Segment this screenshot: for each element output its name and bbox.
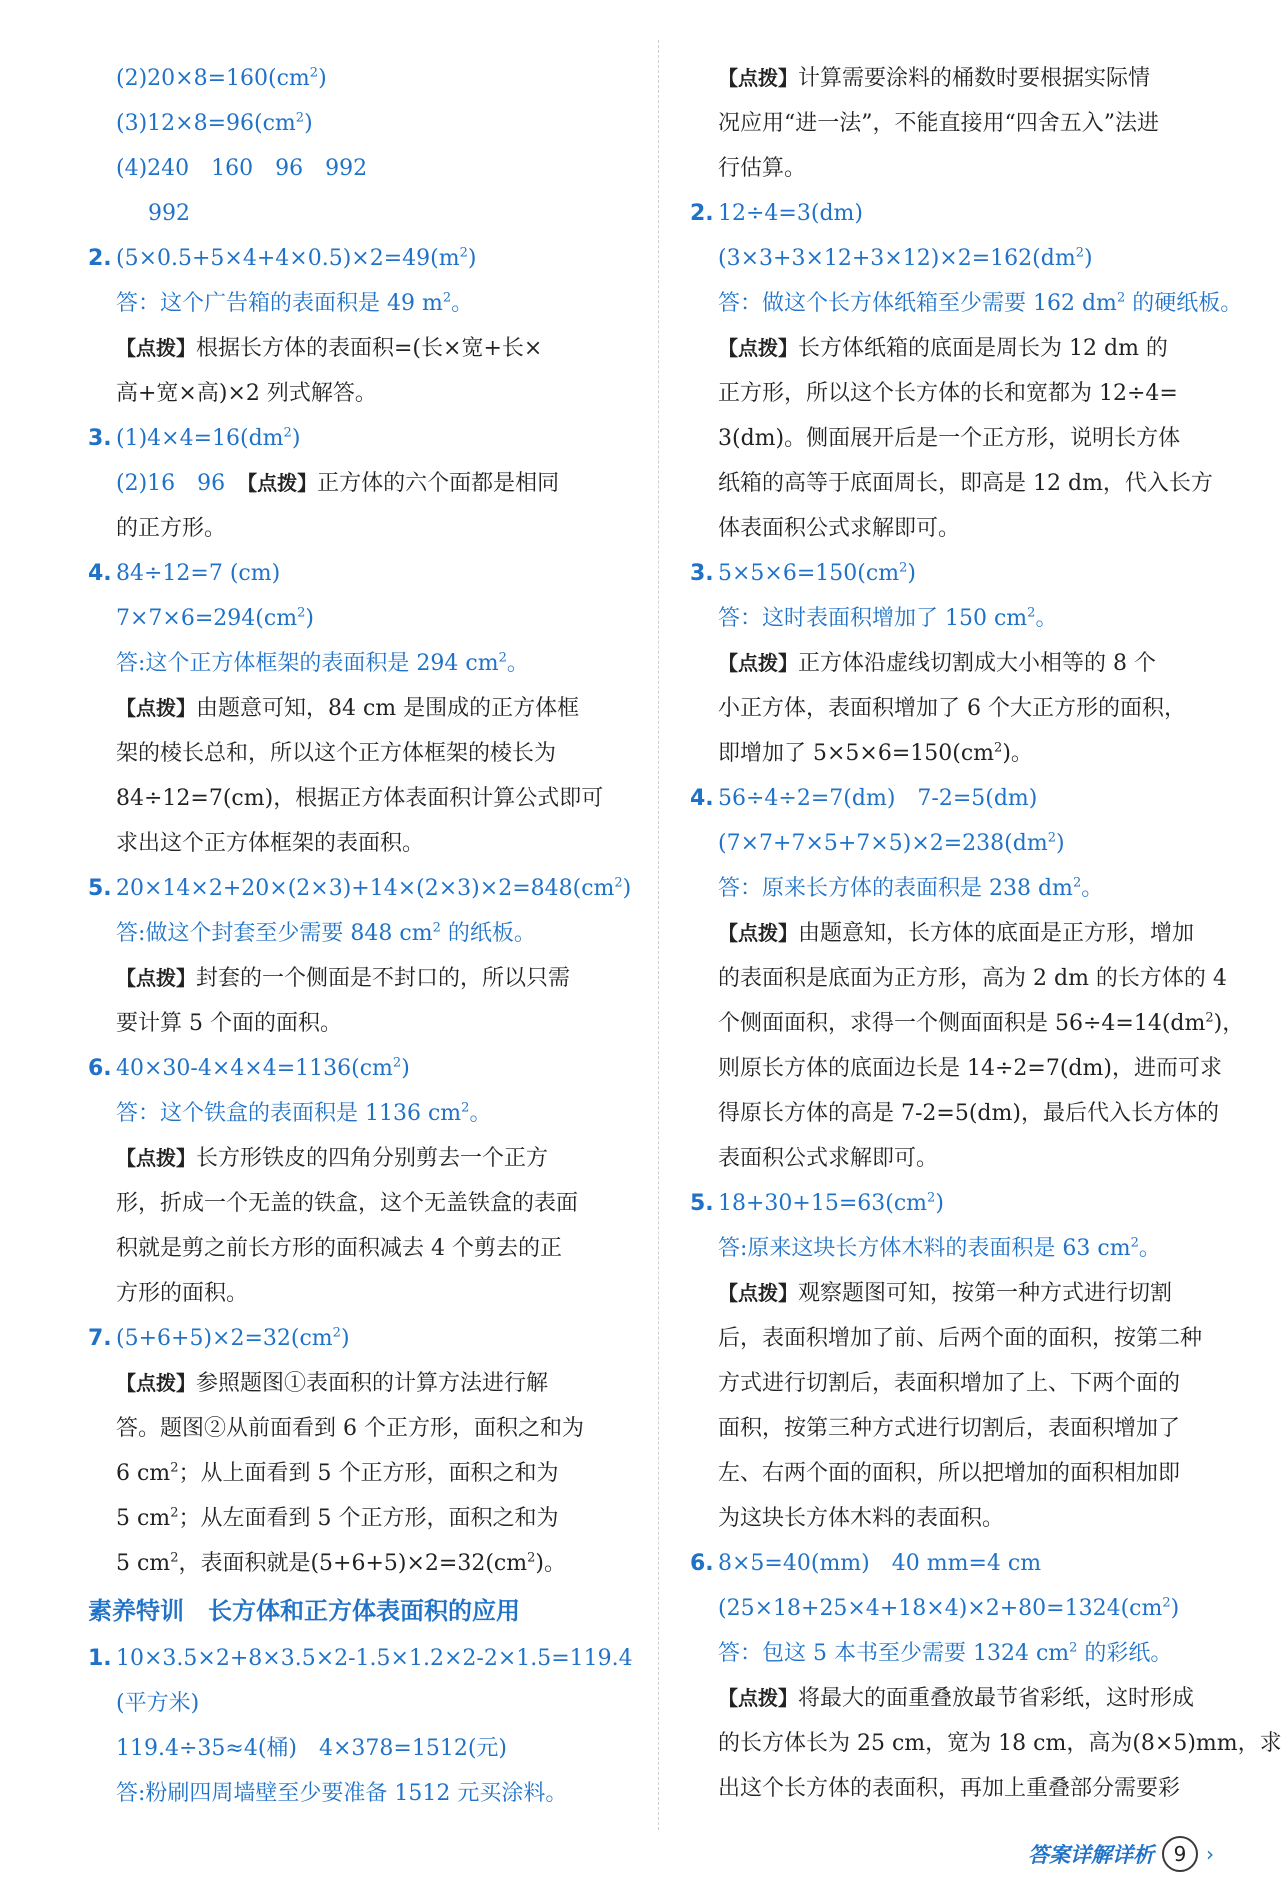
tip-label: 【点拨】: [718, 1686, 798, 1710]
question-number: 2.: [690, 201, 714, 226]
answer-line: $(7\times 7+7\times 5+7\times 5)\times 2=238(dm^2)$: [718, 830, 1065, 856]
question-answer-line: [88, 236, 628, 281]
left-column: [88, 56, 633, 1816]
answer-text: $40\times 30-4\times 4\times 4=1136(cm^2)$: [116, 1055, 410, 1081]
tip-continuation-line: 形，折成一个无盖的铁盒，这个无盖铁盒的表面: [116, 1191, 579, 1216]
question-answer-line: [690, 1181, 1210, 1226]
tip-continuation-line: 的正方形。: [116, 516, 227, 541]
tip-continuation-line: 架的棱长总和，所以这个正方体框架的棱长为: [116, 741, 557, 766]
tip-line: 【点拨】将最大的面重叠放最节省彩纸，这时形成: [718, 1686, 1195, 1711]
tip-continuation-line: 的表面积是底面为正方形，高为 2 dm 的长方体的 4: [718, 966, 1227, 991]
tip-continuation-line: 高+宽×高)×2 列式解答。: [116, 381, 377, 406]
answer-line: 答：包这 5 本书至少需要 1324 $cm^2$ 的彩纸。: [718, 1640, 1173, 1666]
page-number: 9: [1162, 1836, 1198, 1872]
answer-line: (4)240 160 96 992: [116, 156, 368, 181]
tip-label: 【点拨】: [116, 1146, 196, 1170]
question-answer-line: [88, 416, 628, 461]
question-answer-line: [690, 776, 1210, 821]
answer-text: 84÷12=7 (cm): [116, 561, 281, 586]
answer-text: 8×5=40(mm) 40 mm=4 cm: [718, 1551, 1042, 1576]
answer-text: $(1)4\times 4=16(dm^2)$: [116, 425, 301, 451]
question-number: 6.: [690, 1551, 714, 1576]
tip-continuation-line: 方形的面积。: [116, 1281, 249, 1306]
tip-label: 【点拨】: [116, 696, 196, 720]
question-number: 3.: [88, 426, 112, 451]
tip-continuation-line: 5 $cm^2$；从左面看到 5 个正方形，面积之和为: [116, 1505, 559, 1531]
question-number: 4.: [690, 786, 714, 811]
answer-line: 答：这个广告箱的表面积是 49 $m^2$。: [116, 290, 474, 316]
answer-line: $(3\times 3+3\times 12+3\times 12)\times 2=162(dm^2)$: [718, 245, 1093, 271]
tip-label: 【点拨】: [718, 1281, 798, 1305]
question-number: 5.: [88, 876, 112, 901]
answer-text: 12÷4=3(dm): [718, 201, 863, 226]
answer-line: 答：做这个长方体纸箱至少需要 162 $dm^2$ 的硬纸板。: [718, 290, 1243, 316]
tip-continuation-line: 的长方体长为 25 cm，宽为 18 cm，高为(8×5)mm，求: [718, 1731, 1282, 1756]
answer-text: $5\times 5\times 6=150(cm^2)$: [718, 560, 916, 586]
tip-continuation-line: 后，表面积增加了前、后两个面的面积，按第二种: [718, 1326, 1203, 1351]
tip-continuation-line: 3(dm)。侧面展开后是一个正方形，说明长方体: [718, 426, 1181, 451]
tip-continuation-line: 得原长方体的高是 7-2=5(dm)，最后代入长方体的: [718, 1101, 1219, 1126]
tip-continuation-line: 6 $cm^2$；从上面看到 5 个正方形，面积之和为: [116, 1460, 559, 1486]
tip-label: 【点拨】: [116, 336, 196, 360]
tip-continuation-line: 5 $cm^2$，表面积就是$(5+6+5)\times 2=32(cm^2)$。: [116, 1550, 566, 1576]
tip-continuation-line: 为这块长方体木料的表面积。: [718, 1506, 1005, 1531]
question-answer-line: [88, 551, 628, 596]
tip-line: 【点拨】正方体沿虚线切割成大小相等的 8 个: [718, 651, 1156, 676]
tip-line: 【点拨】由题意可知，84 cm 是围成的正方体框: [116, 696, 580, 721]
tip-continuation-line: 要计算 5 个面的面积。: [116, 1011, 342, 1036]
question-answer-line: [88, 1636, 633, 1681]
tip-label: 【点拨】: [718, 336, 798, 360]
answer-line: 答:做这个封套至少需要 848 $cm^2$ 的纸板。: [116, 920, 536, 946]
tip-continuation-line: 左、右两个面的面积，所以把增加的面积相加即: [718, 1461, 1181, 1486]
answer-text: $(5+6+5)\times 2=32(cm^2)$: [116, 1325, 350, 1351]
answer-text: $(5\times 0.5+5\times 4+4\times 0.5)\times 2=49(m^2)$: [116, 245, 477, 271]
right-column: [690, 56, 1282, 1811]
section-title: 素养特训 长方体和正方体表面积的应用: [88, 1597, 520, 1625]
question-number: 3.: [690, 561, 714, 586]
answer-text: (2)16 96: [116, 471, 248, 496]
answer-line: $(3)12\times 8=96(cm^2)$: [116, 110, 313, 136]
tip-label: 【点拨】: [718, 66, 798, 90]
tip-label: 【点拨】: [718, 651, 798, 675]
question-answer-line: [88, 1046, 628, 1091]
answer-line: (平方米): [116, 1691, 200, 1716]
question-number: 7.: [88, 1326, 112, 1351]
tip-continuation-line: 况应用“进一法”，不能直接用“四舍五入”法进: [718, 111, 1159, 136]
tip-continuation-line: 行估算。: [718, 156, 807, 181]
tip-line: 【点拨】长方形铁皮的四角分别剪去一个正方: [116, 1146, 549, 1171]
answer-line: $(25\times 18+25\times 4+18\times 4)\times 2+80=1324(cm^2)$: [718, 1595, 1180, 1621]
tip-continuation-line: 表面积公式求解即可。: [718, 1146, 939, 1171]
tip-line: 【点拨】根据长方体的表面积=(长×宽+长×: [116, 336, 543, 361]
tip-continuation-line: 体表面积公式求解即可。: [718, 516, 961, 541]
answer-line: 答：这个铁盒的表面积是 1136 $cm^2$。: [116, 1100, 492, 1126]
answer-line: 119.4÷35≈4(桶) 4×378=1512(元): [116, 1736, 508, 1761]
answer-text: $20\times 14\times 2+20\times(2\times 3)+14\times(2\times 3)\times 2=848(cm^2)$: [116, 875, 632, 901]
tip-continuation-line: 求出这个正方体框架的表面积。: [116, 831, 425, 856]
answer-line: 答：这时表面积增加了 150 $cm^2$。: [718, 605, 1058, 631]
answer-line: 992: [148, 201, 190, 226]
answer-text: 56÷4÷2=7(dm) 7-2=5(dm): [718, 786, 1038, 811]
answer-line: 答：原来长方体的表面积是 238 $dm^2$。: [718, 875, 1104, 901]
tip-label: 【点拨】: [247, 471, 318, 495]
tip-continuation-line: 即增加了 $5\times 5\times 6=150(cm^2)$。: [718, 740, 1033, 766]
answer-line: 答:粉刷四周墙壁至少要准备 1512 元买涂料。: [116, 1781, 568, 1806]
chevron-right-icon: ›: [1206, 1842, 1214, 1866]
tip-line: (2)16 96 【点拨】正方体的六个面都是相同: [116, 471, 560, 496]
tip-line: 【点拨】由题意知，长方体的底面是正方形，增加: [718, 921, 1195, 946]
tip-continuation-line: 小正方体，表面积增加了 6 个大正方形的面积，: [718, 696, 1186, 721]
tip-line: 【点拨】参照题图①表面积的计算方法进行解: [116, 1371, 549, 1396]
tip-continuation-line: 方式进行切割后，表面积增加了上、下两个面的: [718, 1371, 1181, 1396]
tip-continuation-line: 答。题图②从前面看到 6 个正方形，面积之和为: [116, 1416, 584, 1441]
question-number: 4.: [88, 561, 112, 586]
tip-continuation-line: 积就是剪之前长方形的面积减去 4 个剪去的正: [116, 1236, 562, 1261]
tip-continuation-line: 则原长方体的底面边长是 14÷2=7(dm)，进而可求: [718, 1056, 1222, 1081]
question-answer-line: [690, 191, 1210, 236]
tip-line: 【点拨】计算需要涂料的桶数时要根据实际情: [718, 66, 1151, 91]
question-number: 1.: [88, 1646, 112, 1671]
tip-line: 【点拨】封套的一个侧面是不封口的，所以只需: [116, 966, 571, 991]
question-answer-line: [690, 1541, 1210, 1586]
answer-line: $7\times 7\times 6=294(cm^2)$: [116, 605, 314, 631]
page-footer: [1028, 1834, 1214, 1874]
question-number: 5.: [690, 1191, 714, 1216]
question-number: 2.: [88, 246, 112, 271]
answer-line: 答:这个正方体框架的表面积是 294 $cm^2$。: [116, 650, 529, 676]
question-number: 6.: [88, 1056, 112, 1081]
tip-label: 【点拨】: [718, 921, 798, 945]
tip-continuation-line: 面积，按第三种方式进行切割后，表面积增加了: [718, 1416, 1181, 1441]
question-answer-line: [88, 866, 632, 911]
column-divider: [658, 40, 659, 1830]
tip-continuation-line: 84÷12=7(cm)，根据正方体表面积计算公式即可: [116, 786, 604, 811]
tip-label: 【点拨】: [116, 1371, 196, 1395]
footer-label: 答案详解详析: [1028, 1843, 1154, 1867]
answer-text: 10×3.5×2+8×3.5×2-1.5×1.2×2-2×1.5=119.4: [116, 1646, 633, 1671]
tip-line: 【点拨】观察题图可知，按第一种方式进行切割: [718, 1281, 1173, 1306]
tip-continuation-line: 正方形，所以这个长方体的长和宽都为 12÷4=: [718, 381, 1178, 406]
tip-continuation-line: 纸箱的高等于底面周长，即高是 12 dm，代入长方: [718, 471, 1213, 496]
tip-line: 【点拨】长方体纸箱的底面是周长为 12 dm 的: [718, 336, 1168, 361]
question-answer-line: [88, 1316, 628, 1361]
tip-label: 【点拨】: [116, 966, 196, 990]
tip-continuation-line: 出这个长方体的表面积，再加上重叠部分需要彩: [718, 1776, 1181, 1801]
tip-continuation-line: 个侧面面积，求得一个侧面面积是 $56\div 4=14(dm^2)$，: [718, 1010, 1245, 1036]
question-answer-line: [690, 551, 1210, 596]
answer-line: $(2)20\times 8=160(cm^2)$: [116, 65, 327, 91]
answer-text: $18+30+15=63(cm^2)$: [718, 1190, 944, 1216]
answer-line: 答:原来这块长方体木料的表面积是 63 $cm^2$。: [718, 1235, 1161, 1261]
